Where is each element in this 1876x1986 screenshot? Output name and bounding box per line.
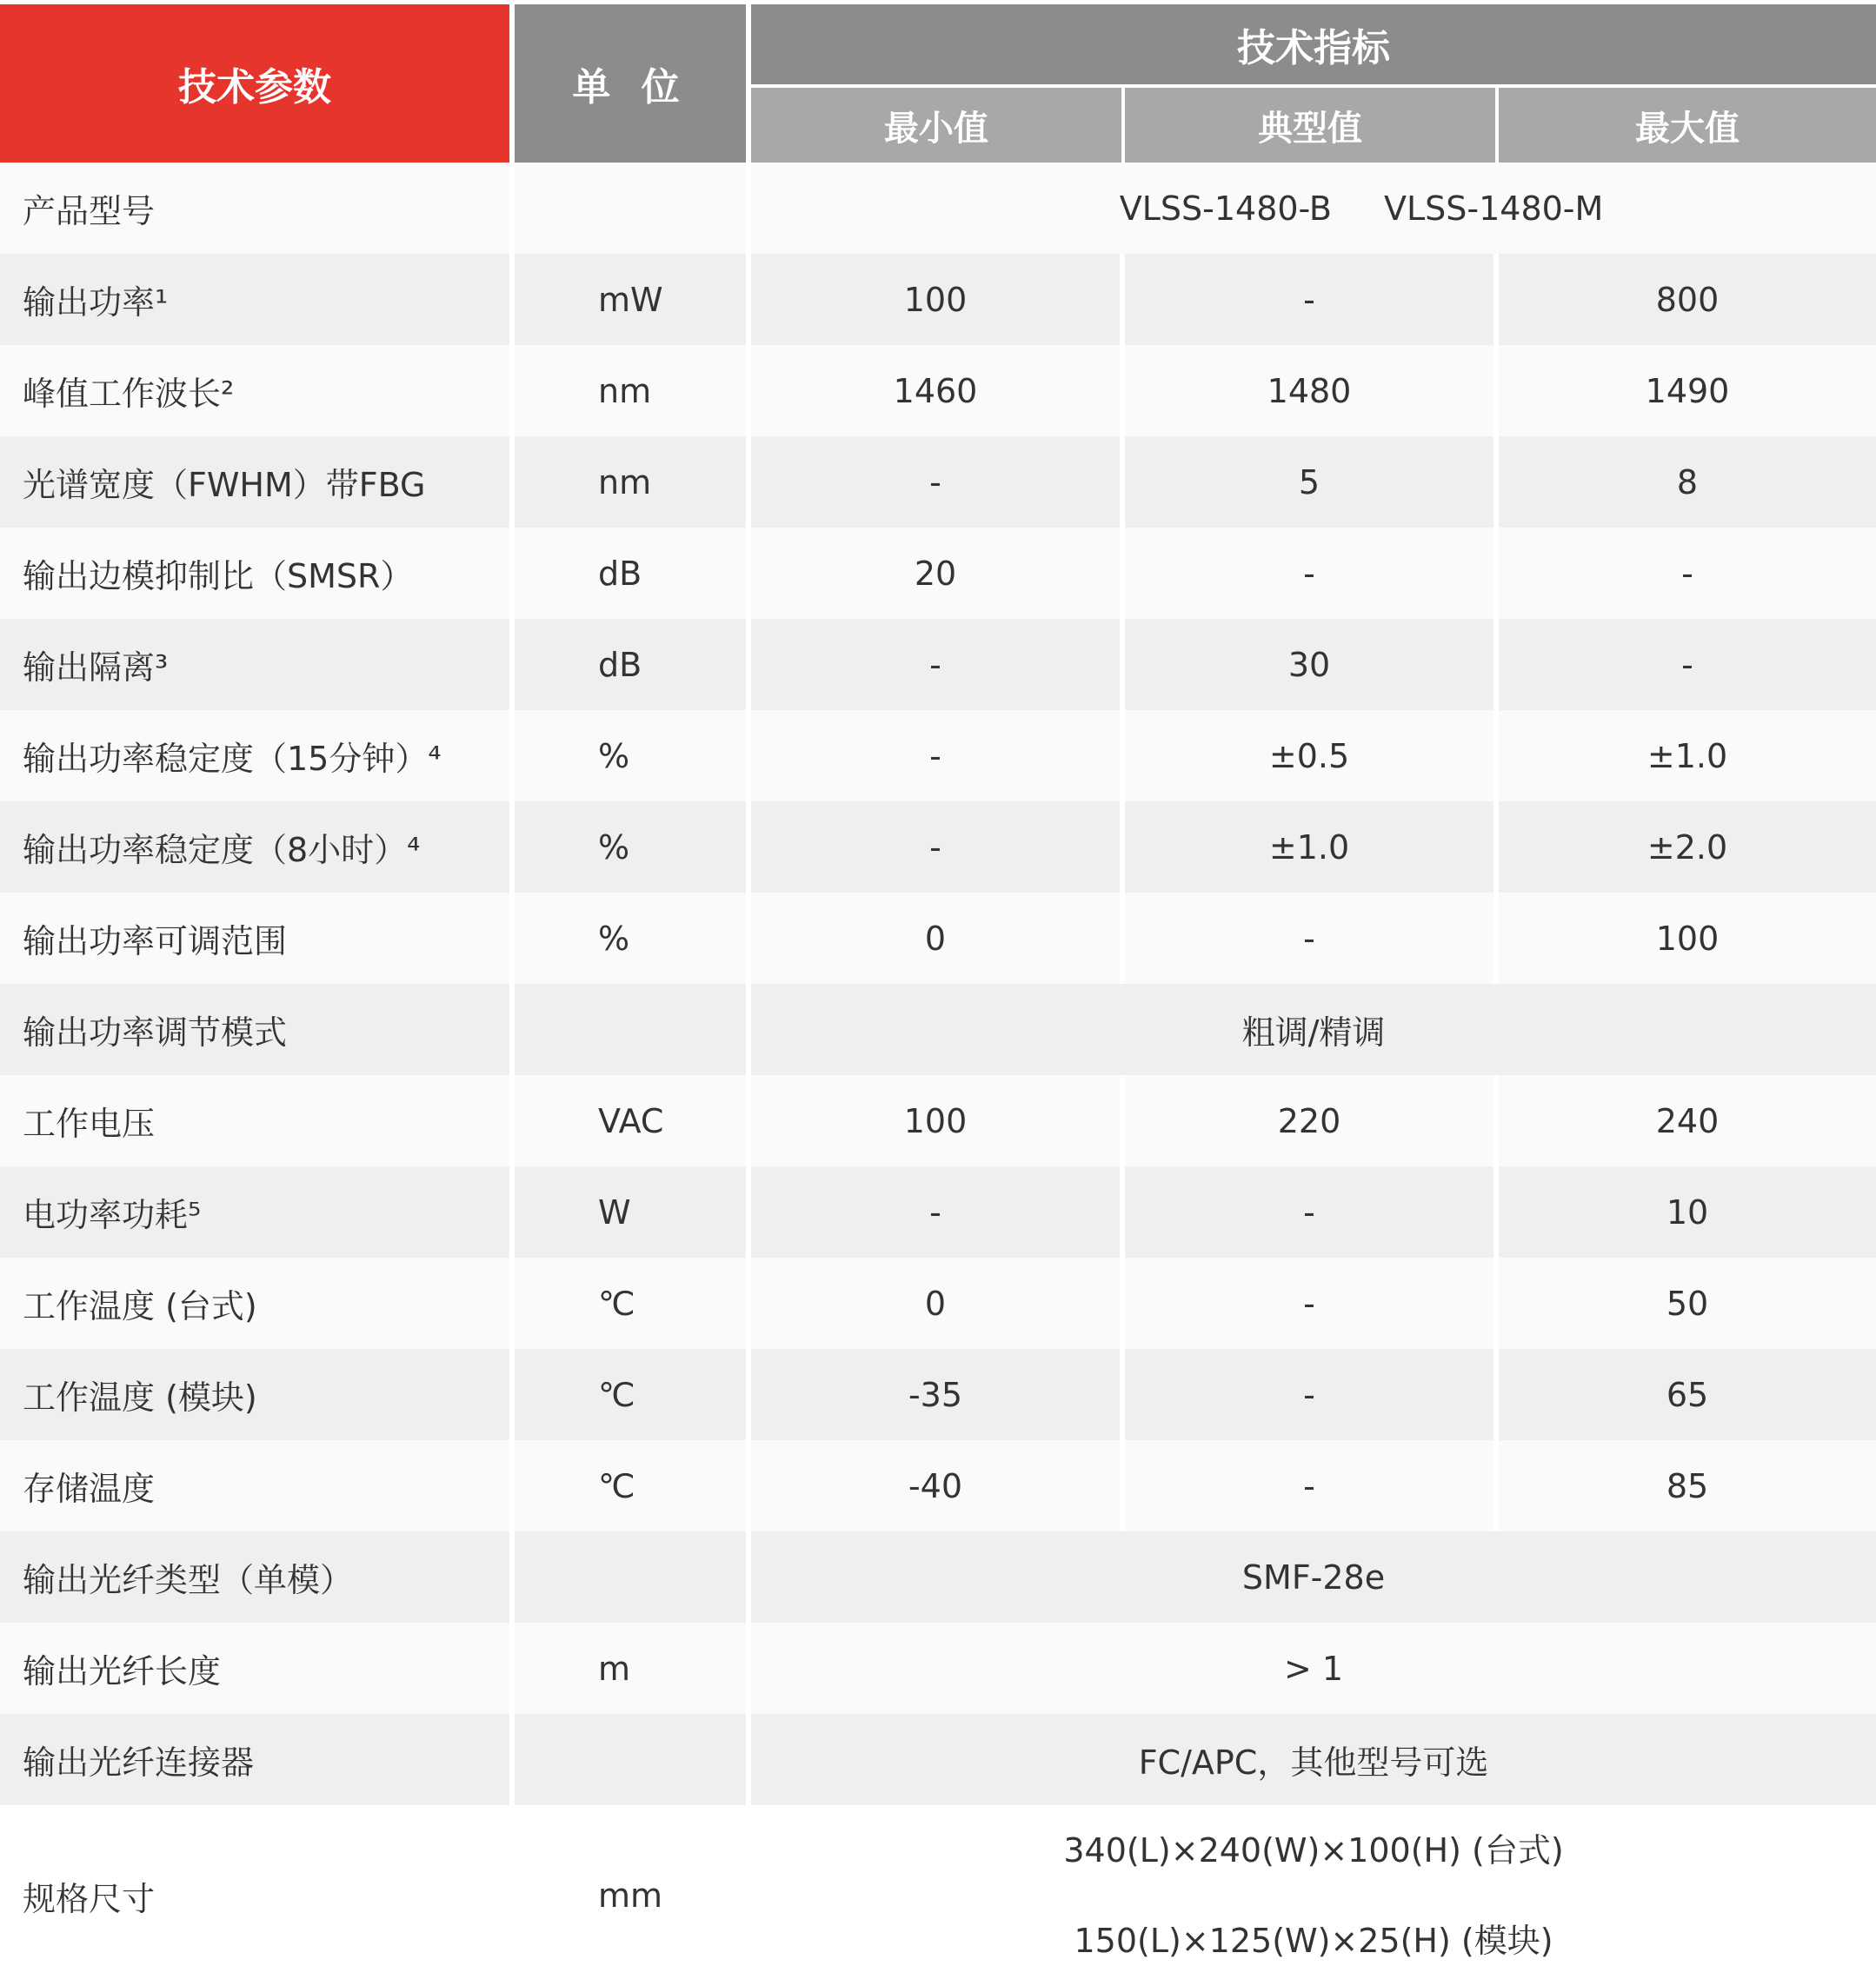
row-unit: [515, 984, 751, 1075]
table-row: [0, 345, 1876, 436]
table-row: [0, 528, 1876, 619]
row-label: 输出功率稳定度（15分钟）⁴: [0, 710, 515, 801]
table-row: [0, 1349, 1876, 1440]
header-param: 技术参数: [0, 4, 515, 163]
row-unit: [515, 1714, 751, 1805]
size-row-group: [0, 1805, 1876, 1986]
row-value-min: -: [751, 619, 1125, 710]
row-value-max: 85: [1499, 1440, 1876, 1531]
header-typ: 典型值: [1125, 88, 1499, 163]
row-value-max: ±1.0: [1499, 710, 1876, 801]
row-label: 输出功率可调范围: [0, 893, 515, 984]
row-value-min: -40: [751, 1440, 1125, 1531]
row-value-min: -: [751, 710, 1125, 801]
row-unit: VAC: [515, 1075, 751, 1166]
row-unit: mm: [515, 1805, 751, 1986]
row-value-typ: 1480: [1125, 345, 1499, 436]
row-value-span: SMF-28e: [751, 1531, 1876, 1623]
row-value-typ: -: [1125, 254, 1499, 345]
table-row: [0, 1623, 1876, 1714]
row-unit: nm: [515, 436, 751, 528]
table-row-size: [0, 1805, 1876, 1986]
row-value-span: > 1: [751, 1623, 1876, 1714]
row-label: 输出功率¹: [0, 254, 515, 345]
header-spec: 技术指标: [751, 4, 1876, 88]
row-unit: %: [515, 893, 751, 984]
row-value-typ: -: [1125, 1258, 1499, 1349]
row-value-span: FC/APC，其他型号可选: [751, 1714, 1876, 1805]
row-label: 输出功率稳定度（8小时）⁴: [0, 801, 515, 893]
row-value-min: 100: [751, 254, 1125, 345]
row-unit: ℃: [515, 1349, 751, 1440]
row-unit: W: [515, 1166, 751, 1258]
row-value-typ: ±1.0: [1125, 801, 1499, 893]
table-row: [0, 1075, 1876, 1166]
row-label: 输出隔离³: [0, 619, 515, 710]
row-label: 产品型号: [0, 163, 515, 254]
header-unit: 单 位: [515, 4, 751, 163]
spec-table: [0, 4, 1876, 1986]
size-desktop: 340(L)×240(W)×100(H) (台式): [1063, 1831, 1564, 1870]
row-label: 电功率功耗⁵: [0, 1166, 515, 1258]
row-label: 输出光纤长度: [0, 1623, 515, 1714]
row-value-min: -: [751, 801, 1125, 893]
size-values: [751, 1805, 1876, 1986]
table-row: [0, 619, 1876, 710]
table-row: [0, 1258, 1876, 1349]
table-row: [0, 254, 1876, 345]
row-value-typ: -: [1125, 1166, 1499, 1258]
row-label: 规格尺寸: [0, 1805, 515, 1986]
row-value-max: 50: [1499, 1258, 1876, 1349]
table-row: [0, 893, 1876, 984]
row-unit: %: [515, 801, 751, 893]
row-value-typ: 5: [1125, 436, 1499, 528]
row-value-min: -: [751, 436, 1125, 528]
header-min: 最小值: [751, 88, 1125, 163]
row-value-max: 8: [1499, 436, 1876, 528]
row-unit: mW: [515, 254, 751, 345]
row-value-max: 240: [1499, 1075, 1876, 1166]
row-label: 工作电压: [0, 1075, 515, 1166]
table-row: [0, 710, 1876, 801]
row-label: 输出光纤类型（单模）: [0, 1531, 515, 1623]
row-unit: dB: [515, 528, 751, 619]
row-value-min: -35: [751, 1349, 1125, 1440]
row-label: 输出功率调节模式: [0, 984, 515, 1075]
table-row: [0, 801, 1876, 893]
row-value-min: -: [751, 1166, 1125, 1258]
model-value-b: VLSS-1480-B: [1119, 189, 1332, 228]
header-max: 最大值: [1499, 88, 1876, 163]
row-value-typ: -: [1125, 893, 1499, 984]
row-value-typ: -: [1125, 1349, 1499, 1440]
row-label: 工作温度 (模块): [0, 1349, 515, 1440]
row-label: 输出光纤连接器: [0, 1714, 515, 1805]
row-value-min: 0: [751, 1258, 1125, 1349]
row-value-max: 65: [1499, 1349, 1876, 1440]
row-value-max: 10: [1499, 1166, 1876, 1258]
table-header: [0, 4, 1876, 163]
row-value-max: 100: [1499, 893, 1876, 984]
table-body: [0, 163, 1876, 1805]
row-label: 峰值工作波长²: [0, 345, 515, 436]
model-values: [751, 163, 1876, 254]
table-row: [0, 436, 1876, 528]
table-row: [0, 1714, 1876, 1805]
row-value-max: -: [1499, 528, 1876, 619]
row-value-max: 1490: [1499, 345, 1876, 436]
row-value-typ: ±0.5: [1125, 710, 1499, 801]
row-unit: m: [515, 1623, 751, 1714]
row-value-min: 1460: [751, 345, 1125, 436]
table-row: [0, 984, 1876, 1075]
row-unit: dB: [515, 619, 751, 710]
row-unit: [515, 163, 751, 254]
row-label: 工作温度 (台式): [0, 1258, 515, 1349]
row-label: 光谱宽度（FWHM）带FBG: [0, 436, 515, 528]
table-row: [0, 1531, 1876, 1623]
model-value-m: VLSS-1480-M: [1383, 189, 1604, 228]
table-row: [0, 1440, 1876, 1531]
table-row-model: [0, 163, 1876, 254]
row-value-min: 0: [751, 893, 1125, 984]
size-module: 150(L)×125(W)×25(H) (模块): [1074, 1922, 1553, 1960]
row-value-typ: -: [1125, 1440, 1499, 1531]
row-unit: ℃: [515, 1258, 751, 1349]
row-unit: nm: [515, 345, 751, 436]
row-value-span: 粗调/精调: [751, 984, 1876, 1075]
row-unit: %: [515, 710, 751, 801]
row-value-min: 100: [751, 1075, 1125, 1166]
table-row: [0, 1166, 1876, 1258]
row-unit: ℃: [515, 1440, 751, 1531]
row-unit: [515, 1531, 751, 1623]
row-value-typ: 30: [1125, 619, 1499, 710]
row-value-typ: -: [1125, 528, 1499, 619]
row-label: 输出边模抑制比（SMSR）: [0, 528, 515, 619]
row-value-max: ±2.0: [1499, 801, 1876, 893]
row-value-min: 20: [751, 528, 1125, 619]
row-value-max: -: [1499, 619, 1876, 710]
row-label: 存储温度: [0, 1440, 515, 1531]
row-value-max: 800: [1499, 254, 1876, 345]
row-value-typ: 220: [1125, 1075, 1499, 1166]
